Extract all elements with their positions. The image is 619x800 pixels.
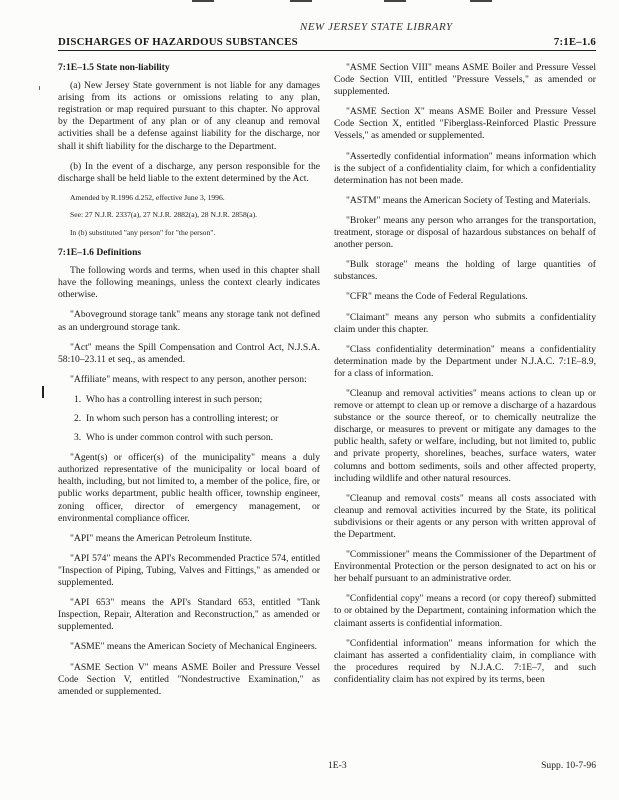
margin-mark: [39, 86, 40, 90]
supplement-date: Supp. 10-7-96: [541, 760, 596, 771]
definition: "Agent(s) or officer(s) of the municipality" means a duly authorized representative of the municipality or local board of health, including, but not limited to, a member of the police, fire, or public works department, public health officer, township engineer, zoning officer, director of emergency management, or environmental compliance officer.: [58, 452, 320, 524]
page-number: 1E-3: [328, 760, 347, 771]
definition: "Confidential information" means information for which the claimant has asserted a confidentiality claim, in compliance with the procedures required by N.J.A.C. 7:1E–7, and such confidentiality claim has not expired by its terms, been: [334, 637, 596, 685]
paragraph: (a) New Jersey State government is not liable for any damages arising from its actions or omissions relating to any plan, registration or map required pursuant to this chapter. No approval by the Department of any plan or of any cleanup and removal activities shall be a defense against liability for the discharge, nor shall it shift liability for the discharge to the Department.: [58, 80, 320, 152]
left-column: [58, 62, 320, 706]
list-item: 3. Who is under common control with such person.: [74, 432, 274, 444]
definition: "Cleanup and removal activities" means actions to clean up or remove or attempt to clean up or remove a discharge of a hazardous substance or the source thereof, or to chemically neutralize the discharge, or measures to prevent or mitigate any damages to the public health, safety or welfare, including, but not limited to, public and private property, shorelines, beaches, surface waters, water columns and bottom sediments, soils and other affected property, including wildlife and other natural resources.: [334, 387, 596, 484]
definition: "Broker" means any person who arranges for the transportation, treatment, storage or disposal of hazardous substances on behalf of another person.: [334, 214, 596, 251]
definition: "CFR" means the Code of Federal Regulations.: [346, 291, 528, 303]
definition: "Commissioner" means the Commissioner of the Department of Environmental Protection or the person designated to act on his or her behalf pursuant to an administrative order.: [334, 549, 596, 585]
paragraph: (b) In the event of a discharge, any person responsible for the discharge shall be held liable to the extent determined by the Act.: [58, 160, 320, 184]
definition: "ASME Section VIII" means ASME Boiler and Pressure Vessel Code Section VIII, entitled "Pressure Vessels," as amended or supplemented.: [334, 62, 596, 98]
definition: "Act" means the Spill Compensation and Control Act, N.J.S.A. 58:10–23.11 et seq., as amended.: [58, 341, 320, 365]
definition: "Aboveground storage tank" means any storage tank not defined as an underground storage tank.: [58, 309, 320, 333]
definition: "ASME Section X" means ASME Boiler and Pressure Vessel Code Section X, entitled "Fiberglass-Reinforced Plastic Pressure Vessels," as amended or supplemented.: [334, 106, 596, 142]
definition: "API" means the American Petroleum Institute.: [70, 532, 253, 544]
amendment-note: See: 27 N.J.R. 2337(a), 27 N.J.R. 2882(a), 28 N.J.R. 2858(a).: [70, 210, 258, 220]
definition: "ASME" means the American Society of Mechanical Engineers.: [70, 641, 318, 653]
header-section: 7:1E–1.6: [553, 36, 596, 48]
definition: "API 653" means the API's Standard 653, entitled "Tank Inspection, Repair, Alteration and Reconstruction," as amended or supplemented.: [58, 597, 320, 633]
paragraph: The following words and terms, when used in this chapter shall have the following meanings, unless the context clearly indicates otherwise.: [58, 265, 320, 301]
library-stamp: NEW JERSEY STATE LIBRARY: [300, 21, 453, 33]
affiliate-list: [58, 394, 320, 444]
right-column: [334, 62, 596, 694]
scan-line: [470, 0, 492, 2]
scan-line: [384, 0, 406, 2]
list-item: 2. In whom such person has a controlling interest; or: [74, 413, 279, 424]
amendment-note: In (b) substituted "any person" for "the person".: [70, 227, 216, 237]
definition: "Claimant" means any person who submits a confidentiality claim under this chapter.: [334, 311, 596, 335]
scan-line: [290, 0, 312, 2]
definition: "Bulk storage" means the holding of large quantities of substances.: [334, 259, 596, 283]
scan-line: [192, 0, 214, 2]
section-heading: 7:1E–1.5 State non-liability: [58, 62, 170, 73]
list-item: 1. Who has a controlling interest in such person;: [74, 393, 263, 405]
definition: "API 574" means the API's Recommended Practice 574, entitled "Inspection of Piping, Tubing, Valves and Fittings," as amended or supplemented.: [58, 552, 320, 589]
margin-mark: [42, 386, 44, 398]
definition: "ASTM" means the American Society of Testing and Materials.: [346, 194, 591, 206]
definition: "Cleanup and removal costs" means all costs associated with cleanup and removal activities incurred by the State, its political subdivisions or their agents or any person with written approval of the Department.: [334, 492, 596, 540]
header-title: DISCHARGES OF HAZARDOUS SUBSTANCES: [58, 36, 298, 48]
section-heading: 7:1E–1.6 Definitions: [58, 247, 142, 259]
definition: "Confidential copy" means a record (or copy thereof) submitted to or obtained by the Department, containing information which the claimant asserts is confidential information.: [334, 593, 596, 629]
definition: "Affiliate" means, with respect to any person, another person:: [70, 373, 307, 385]
amendment-note: Amended by R.1996 d.252, effective June 3, 1996.: [70, 192, 225, 202]
definition: "Class confidentiality determination" means a confidentiality determination made by the Department under N.J.A.C. 7:1E–8.9, for a class of information.: [334, 343, 596, 379]
definition: "ASME Section V" means ASME Boiler and Pressure Vessel Code Section V, entitled "Nondestructive Examination," as amended or supplemented.: [58, 661, 320, 697]
running-header: [58, 36, 596, 51]
definition: "Assertedly confidential information" means information which is the subject of a confidentiality claim, for which a confidentiality determination has not been made.: [334, 150, 596, 186]
